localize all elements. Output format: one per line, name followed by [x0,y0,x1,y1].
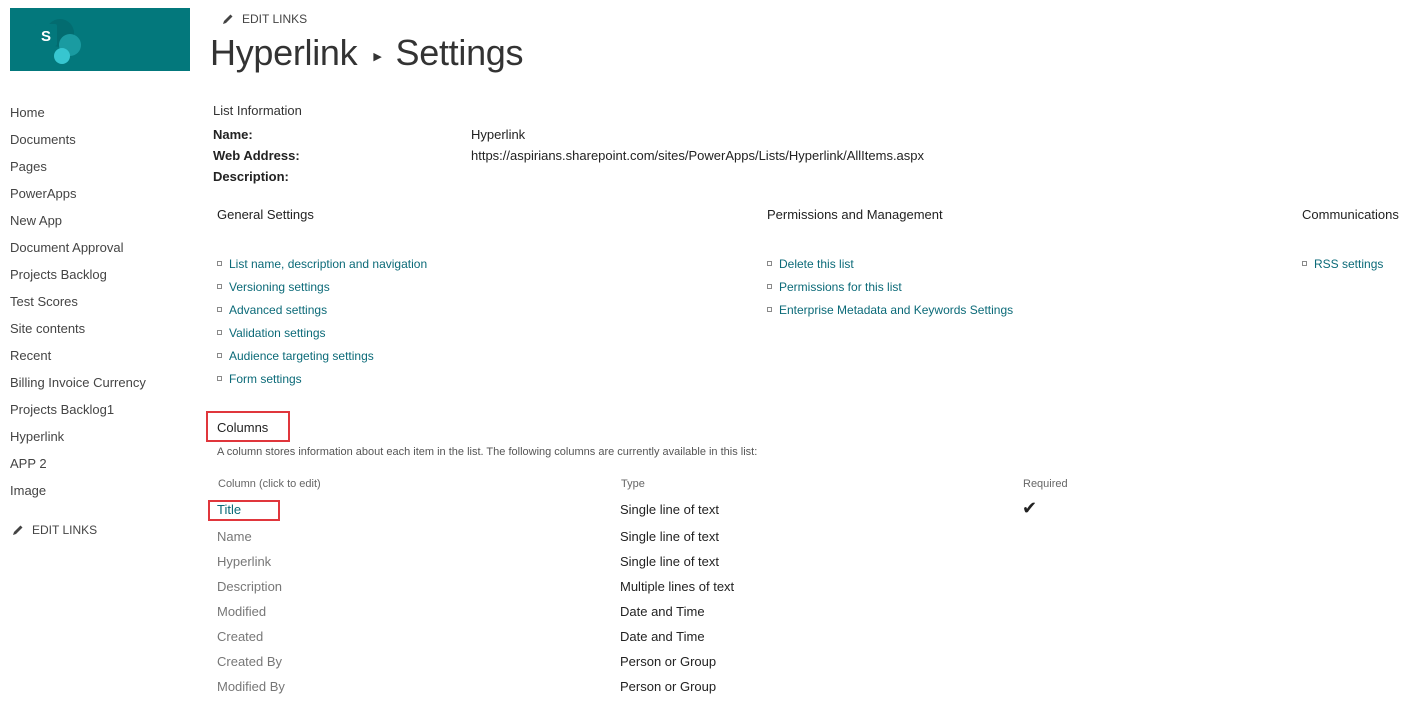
link-form-settings[interactable]: Form settings [229,371,302,386]
square-bullet-icon [217,284,222,289]
web-address-label: Web Address: [213,148,300,163]
table-row [0,629,1428,654]
page-title [210,32,523,74]
column-link-hyperlink[interactable]: Hyperlink [217,554,272,569]
column-header-required: Required [1023,478,1068,490]
column-type: Date and Time [620,604,705,619]
nav-item-hyperlink[interactable]: Hyperlink [10,429,65,444]
column-type: Person or Group [620,654,717,669]
list-information-heading: List Information [213,103,302,118]
table-row [0,679,1428,704]
link-versioning-settings[interactable]: Versioning settings [229,279,330,294]
sharepoint-logo-icon [32,16,92,66]
link-delete-this-list[interactable]: Delete this list [779,256,854,271]
communications-links [1300,252,1383,275]
table-row [0,654,1428,679]
table-row [0,604,1428,629]
column-type: Single line of text [620,529,720,544]
nav-item-powerapps[interactable]: PowerApps [10,186,77,201]
square-bullet-icon [767,284,772,289]
general-settings-links [215,252,427,390]
column-header-name: Column (click to edit) [218,478,321,490]
pencil-icon [222,13,234,25]
column-type: Multiple lines of text [620,579,735,594]
nav-item-pages[interactable]: Pages [10,159,47,174]
square-bullet-icon [217,261,222,266]
square-bullet-icon [217,376,222,381]
nav-item-home[interactable]: Home [10,105,45,120]
table-row [0,579,1428,604]
nav-item-documents[interactable]: Documents [10,132,76,147]
list-item [765,298,1013,321]
breadcrumb-list-link[interactable]: Hyperlink [210,32,358,73]
link-list-name-description-navigation[interactable]: List name, description and navigation [229,256,428,271]
column-link-name[interactable]: Name [217,529,252,544]
square-bullet-icon [767,261,772,266]
logo-letter: S [40,28,52,45]
column-link-created-by[interactable]: Created By [217,654,283,669]
nav-item-new-app[interactable]: New App [10,213,63,228]
link-audience-targeting-settings[interactable]: Audience targeting settings [229,348,374,363]
column-header-type: Type [621,478,645,490]
nav-edit-links-label: EDIT LINKS [32,523,98,537]
list-item [215,321,427,344]
square-bullet-icon [1302,261,1307,266]
nav-item-site-contents[interactable]: Site contents [10,321,86,336]
column-link-created[interactable]: Created [217,629,264,644]
column-link-modified[interactable]: Modified [217,604,267,619]
square-bullet-icon [767,307,772,312]
communications-heading: Communications [1302,207,1399,222]
list-item [765,252,1013,275]
checkmark-icon: ✔ [1022,498,1038,518]
list-item [765,275,1013,298]
web-address-value: https://aspirians.sharepoint.com/sites/PowerApps/Lists/Hyperlink/AllItems.aspx [471,148,925,163]
triangle-right-icon: ▶ [373,50,382,63]
nav-item-document-approval[interactable]: Document Approval [10,240,124,255]
link-validation-settings[interactable]: Validation settings [229,325,326,340]
list-item [215,344,427,367]
square-bullet-icon [217,353,222,358]
table-row [0,498,1428,527]
list-item [215,298,427,321]
list-item [215,252,427,275]
header-edit-links-label: EDIT LINKS [242,12,308,26]
column-type: Single line of text [620,554,720,569]
permissions-links [765,252,1013,321]
list-item [215,275,427,298]
name-value: Hyperlink [471,127,526,142]
column-type: Person or Group [620,679,717,694]
column-type: Single line of text [620,502,720,517]
columns-description: A column stores information about each item in the list. The following columns are currently available in this list: [217,446,758,458]
nav-item-recent[interactable]: Recent [10,348,52,363]
site-logo[interactable] [10,8,190,71]
table-row [0,554,1428,579]
nav-item-image[interactable]: Image [10,483,47,498]
permissions-management-heading: Permissions and Management [767,207,943,222]
nav-item-projects-backlog[interactable]: Projects Backlog [10,267,107,282]
nav-item-app-2[interactable]: APP 2 [10,456,47,471]
breadcrumb-current-page: Settings [395,32,524,73]
general-settings-heading: General Settings [217,207,314,222]
table-row [0,529,1428,554]
list-item [1300,252,1383,275]
columns-heading: Columns [217,420,269,435]
name-label: Name: [213,127,253,142]
left-nav [10,102,200,507]
link-rss-settings[interactable]: RSS settings [1314,256,1384,271]
list-item [215,367,427,390]
square-bullet-icon [217,307,222,312]
column-type: Date and Time [620,629,705,644]
nav-item-billing-invoice-currency[interactable]: Billing Invoice Currency [10,375,146,390]
square-bullet-icon [217,330,222,335]
link-advanced-settings[interactable]: Advanced settings [229,302,328,317]
header-edit-links-button[interactable] [222,12,307,26]
column-link-modified-by[interactable]: Modified By [217,679,285,694]
column-link-description[interactable]: Description [217,579,283,594]
link-permissions-for-this-list[interactable]: Permissions for this list [779,279,902,294]
link-enterprise-metadata-keywords-settings[interactable]: Enterprise Metadata and Keywords Settings [779,302,1014,317]
column-link-title[interactable]: Title [217,502,242,517]
nav-item-projects-backlog1[interactable]: Projects Backlog1 [10,402,115,417]
description-label: Description: [213,169,289,184]
nav-item-test-scores[interactable]: Test Scores [10,294,78,309]
